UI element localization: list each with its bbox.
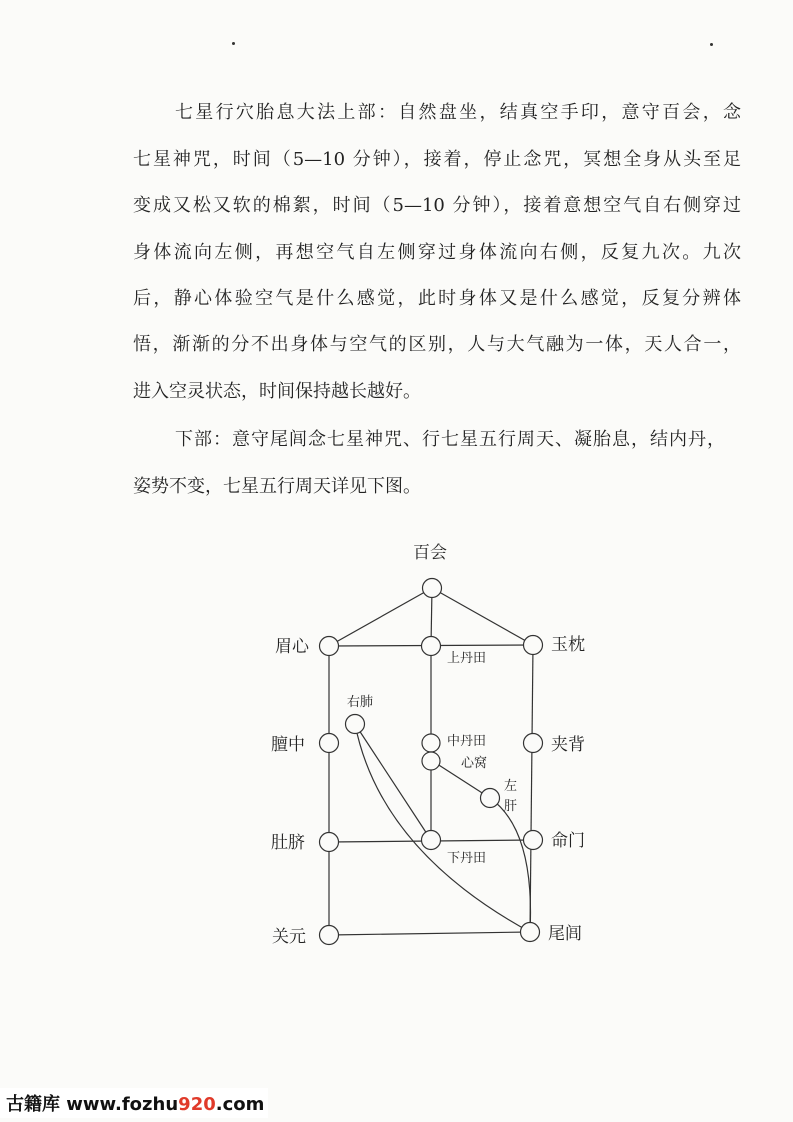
url-part: .com bbox=[215, 1094, 265, 1115]
label-meixin: 眉心 bbox=[275, 637, 309, 657]
node-mingmen bbox=[524, 831, 543, 850]
text-line: 七星行穴胎息大法上部：自然盘坐，结真空手印，意守百会，念 bbox=[175, 102, 741, 123]
node-zhongdantian bbox=[422, 734, 440, 752]
label-youfei: 右肺 bbox=[347, 695, 374, 710]
node-xinwo bbox=[422, 752, 440, 770]
label-shangdantian: 上丹田 bbox=[447, 651, 487, 666]
node-yuzhen bbox=[524, 636, 543, 655]
label-xinwo: 心窝 bbox=[461, 756, 488, 771]
node-duqi bbox=[320, 833, 339, 852]
node-xiadantian bbox=[422, 831, 441, 850]
text-line: 下部：意守尾闾念七星神咒、行七星五行周天、凝胎息，结内丹， bbox=[175, 429, 725, 450]
url-number: 920 bbox=[178, 1094, 216, 1115]
node-shangdantian bbox=[422, 637, 441, 656]
label-danzhong: 膻中 bbox=[271, 735, 305, 755]
node-zuogan bbox=[481, 789, 500, 808]
node-danzhong bbox=[320, 734, 339, 753]
text-line: 悟，渐渐的分不出身体与空气的区别，人与大气融为一体，天人合一， bbox=[133, 334, 741, 355]
watermark-url bbox=[66, 1094, 264, 1115]
label-zuogan-1: 左 bbox=[504, 779, 518, 794]
label-guanyuan: 关元 bbox=[272, 927, 306, 947]
label-mingmen: 命门 bbox=[551, 831, 585, 851]
label-zuogan-2: 肝 bbox=[504, 799, 518, 814]
label-zhongdantian: 中丹田 bbox=[447, 734, 487, 749]
label-xiadantian: 下丹田 bbox=[447, 851, 487, 866]
node-guanyuan bbox=[320, 926, 339, 945]
text-line: 后，静心体验空气是什么感觉，此时身体又是什么感觉，反复分辨体 bbox=[133, 288, 741, 309]
node-meixin bbox=[320, 637, 339, 656]
text-line: 姿势不变，七星五行周天详见下图。 bbox=[133, 476, 421, 497]
label-baihui: 百会 bbox=[413, 543, 447, 563]
text-line: 变成又松又软的棉絮，时间（5—10 分钟），接着意想空气自右侧穿过 bbox=[133, 195, 741, 216]
url-part: www.fozhu bbox=[66, 1094, 179, 1115]
watermark-footer bbox=[0, 1088, 268, 1118]
text-line: 进入空灵状态，时间保持越长越好。 bbox=[133, 381, 421, 402]
label-yuzhen: 玉枕 bbox=[551, 635, 585, 655]
node-jiabei bbox=[524, 734, 543, 753]
label-duqi: 肚脐 bbox=[271, 833, 305, 853]
watermark-brand: 古籍库 bbox=[6, 1094, 60, 1115]
text-line: 身体流向左侧，再想空气自左侧穿过身体流向右侧，反复九次。九次 bbox=[133, 242, 741, 263]
node-baihui bbox=[423, 579, 442, 598]
node-youfei bbox=[346, 715, 365, 734]
node-weilv bbox=[521, 923, 540, 942]
label-jiabei: 夹背 bbox=[551, 735, 585, 755]
label-weilv: 尾闾 bbox=[548, 924, 582, 944]
text-line: 七星神咒，时间（5—10 分钟），接着，停止念咒，冥想全身从头至足 bbox=[133, 149, 741, 170]
